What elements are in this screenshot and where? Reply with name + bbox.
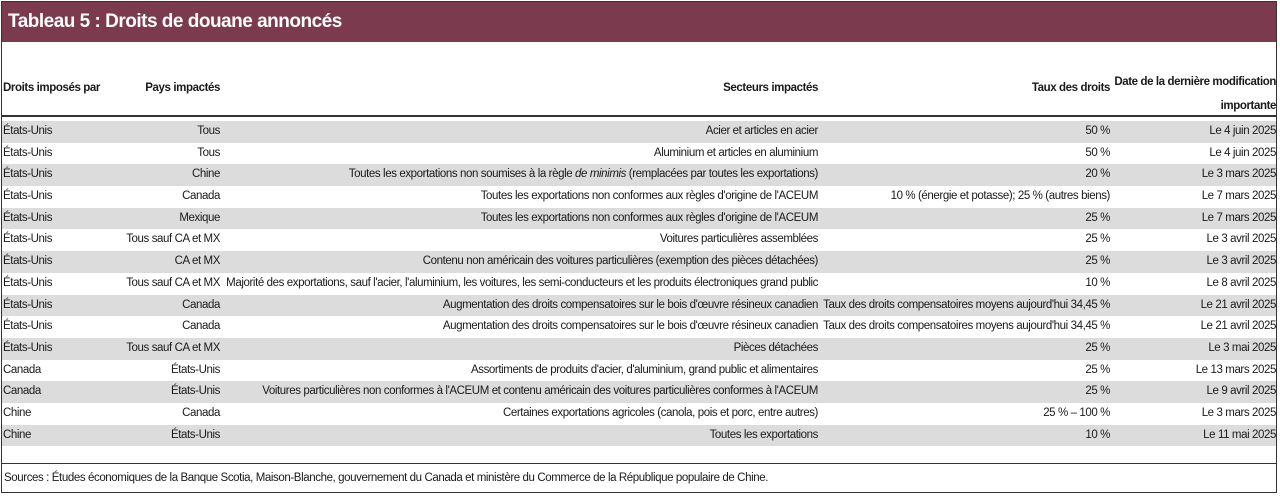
cell-imposed-by: États-Unis	[3, 190, 53, 203]
cell-imposed-by: Canada	[3, 363, 41, 376]
cell-imposed-by: États-Unis	[3, 146, 53, 159]
cell-imposed-by: États-Unis	[3, 233, 53, 246]
cell-rate: 25 % – 100 %	[1043, 406, 1110, 419]
header-sectors: Secteurs impactés	[723, 82, 818, 94]
cell-date: Le 3 mai 2025	[1208, 341, 1276, 354]
cell-countries: Tous	[197, 146, 220, 159]
cell-imposed-by: États-Unis	[3, 168, 53, 181]
table-row	[2, 251, 1276, 273]
cell-sectors-pre: Toutes les exportations non soumises à la règle	[348, 168, 576, 181]
cell-imposed-by: Chine	[3, 428, 32, 441]
cell-sectors: Augmentation des droits compensatoires sur le bois d'œuvre résineux canadien	[442, 298, 818, 311]
cell-rate: 50 %	[1085, 146, 1110, 159]
cell-sectors: Assortiments de produits d'acier, d'aluminium, grand public et alimentaires	[470, 363, 818, 376]
cell-sectors	[349, 164, 818, 186]
table-header	[2, 42, 1276, 117]
table-row	[2, 381, 1276, 403]
cell-rate: 25 %	[1085, 385, 1110, 398]
table-row	[2, 338, 1276, 360]
cell-countries: États-Unis	[170, 363, 220, 376]
cell-countries: Tous sauf CA et MX	[126, 276, 220, 289]
table-row	[2, 316, 1276, 338]
cell-sectors: Certaines exportations agricoles (canola, pois et porc, entre autres)	[502, 406, 818, 419]
cell-rate: 25 %	[1085, 363, 1110, 376]
cell-sectors: Toutes les exportations non conformes aux règles d'origine de l'ACEUM	[480, 211, 818, 224]
cell-date: Le 3 mars 2025	[1201, 406, 1276, 419]
table-title: Tableau 5 : Droits de douane annoncés	[2, 2, 1276, 42]
cell-imposed-by: États-Unis	[3, 255, 53, 268]
cell-imposed-by: États-Unis	[3, 276, 53, 289]
cell-date: Le 4 juin 2025	[1209, 125, 1276, 137]
cell-countries: Mexique	[179, 211, 220, 224]
table-row	[2, 295, 1276, 317]
cell-imposed-by: États-Unis	[3, 125, 53, 137]
cell-countries: CA et MX	[174, 255, 220, 268]
cell-date: Le 21 avril 2025	[1200, 298, 1276, 311]
table-row	[2, 229, 1276, 251]
cell-date: Le 8 avril 2025	[1206, 276, 1276, 289]
tariff-table	[1, 1, 1277, 493]
table-row	[2, 360, 1276, 382]
header-countries: Pays impactés	[145, 82, 220, 94]
cell-imposed-by: États-Unis	[3, 298, 53, 311]
cell-sectors: Voitures particulières non conformes à l'ACEUM et contenu américain des voitures particulières conformes à l'ACEUM	[262, 385, 818, 398]
table-row	[2, 273, 1276, 295]
cell-countries: Tous	[197, 125, 220, 137]
cell-date: Le 11 mai 2025	[1203, 428, 1276, 441]
cell-sectors: Acier et articles en acier	[705, 125, 818, 137]
cell-date: Le 3 avril 2025	[1206, 233, 1276, 246]
table-row	[2, 208, 1276, 230]
table-row	[2, 143, 1276, 165]
cell-date: Le 13 mars 2025	[1195, 363, 1276, 376]
cell-sectors: Augmentation des droits compensatoires sur le bois d'œuvre résineux canadien	[442, 320, 818, 333]
cell-date: Le 7 mars 2025	[1201, 211, 1276, 224]
cell-sectors-em: de minimis	[575, 168, 627, 181]
cell-countries: Canada	[182, 406, 220, 419]
header-date	[1114, 70, 1276, 118]
cell-rate: 25 %	[1085, 255, 1110, 268]
cell-date: Le 4 juin 2025	[1209, 146, 1276, 159]
cell-imposed-by: Chine	[3, 406, 32, 419]
header-date-line2: importante	[1220, 100, 1276, 112]
cell-sectors: Contenu non américain des voitures particulières (exemption des pièces détachées)	[422, 255, 818, 268]
cell-sectors: Toutes les exportations	[709, 428, 818, 441]
cell-sectors: Majorité des exportations, sauf l'acier, l'aluminium, les voitures, les semi-conducteurs et les produits électroniques grand public	[226, 276, 818, 289]
cell-countries: Tous sauf CA et MX	[126, 341, 220, 354]
cell-rate: 10 % (énergie et potasse); 25 % (autres biens)	[890, 190, 1110, 203]
cell-rate: 25 %	[1085, 233, 1110, 246]
cell-sectors: Voitures particulières assemblées	[659, 233, 818, 246]
cell-countries: Canada	[182, 320, 220, 333]
table-row	[2, 425, 1276, 447]
cell-countries: États-Unis	[170, 385, 220, 398]
cell-imposed-by: États-Unis	[3, 320, 53, 333]
header-imposed-by: Droits imposés par	[3, 82, 100, 94]
cell-rate: 20 %	[1085, 168, 1110, 181]
cell-sectors: Toutes les exportations non conformes aux règles d'origine de l'ACEUM	[480, 190, 818, 203]
header-date-line1: Date de la dernière modification	[1114, 76, 1276, 88]
table-row	[2, 403, 1276, 425]
cell-rate: 25 %	[1085, 341, 1110, 354]
cell-rate: 50 %	[1085, 125, 1110, 137]
cell-rate: Taux des droits compensatoires moyens aujourd'hui 34,45 %	[823, 298, 1110, 311]
cell-date: Le 3 mars 2025	[1201, 168, 1276, 181]
cell-date: Le 7 mars 2025	[1201, 190, 1276, 203]
table-row	[2, 164, 1276, 186]
cell-imposed-by: États-Unis	[3, 341, 53, 354]
cell-rate: 10 %	[1085, 428, 1110, 441]
table-row	[2, 186, 1276, 208]
cell-sectors-post: (remplacées par toutes les exportations)	[626, 168, 818, 181]
cell-countries: Canada	[182, 190, 220, 203]
cell-imposed-by: États-Unis	[3, 211, 53, 224]
cell-date: Le 9 avril 2025	[1206, 385, 1276, 398]
cell-sectors: Aluminium et articles en aluminium	[653, 146, 818, 159]
cell-rate: Taux des droits compensatoires moyens aujourd'hui 34,45 %	[823, 320, 1110, 333]
cell-countries: Chine	[191, 168, 220, 181]
cell-rate: 10 %	[1085, 276, 1110, 289]
table-body	[2, 121, 1276, 446]
table-row	[2, 121, 1276, 143]
header-rate: Taux des droits	[1031, 82, 1110, 94]
sources-note: Sources : Études économiques de la Banque Scotia, Maison-Blanche, gouvernement du Canada et ministère du Commerce de la République populaire de Chine.	[2, 463, 1276, 492]
cell-sectors: Pièces détachées	[733, 341, 818, 354]
cell-date: Le 3 avril 2025	[1206, 255, 1276, 268]
cell-countries: Canada	[182, 298, 220, 311]
cell-imposed-by: Canada	[3, 385, 41, 398]
cell-rate: 25 %	[1085, 211, 1110, 224]
cell-countries: États-Unis	[170, 428, 220, 441]
cell-date: Le 21 avril 2025	[1200, 320, 1276, 333]
cell-countries: Tous sauf CA et MX	[126, 233, 220, 246]
